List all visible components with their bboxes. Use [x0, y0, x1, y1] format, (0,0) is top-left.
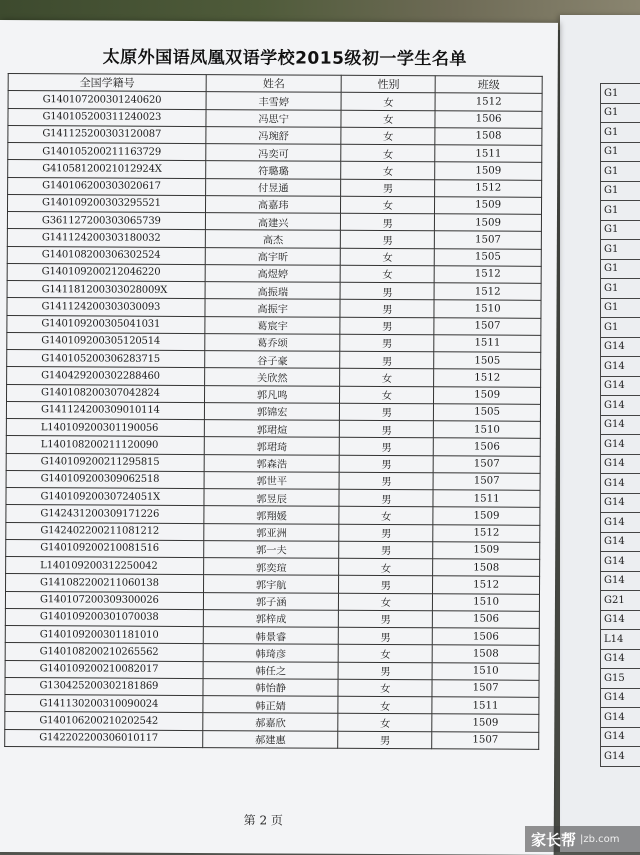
gender-cell: 男 [341, 179, 435, 197]
student-name-cell: 郭昱辰 [204, 489, 340, 507]
class-cell: 1509 [432, 714, 539, 732]
student-name-cell: 韩琦彦 [203, 644, 339, 662]
adjacent-id-fragment: G14 [601, 357, 640, 377]
adjacent-table-row [601, 396, 640, 416]
adjacent-table-row [601, 415, 640, 435]
student-name-cell: 高嘉玮 [205, 195, 341, 213]
gender-cell: 男 [341, 213, 435, 231]
class-cell: 1506 [433, 438, 540, 456]
class-cell: 1507 [435, 231, 542, 249]
student-name-cell: 郭森浩 [204, 454, 340, 472]
gender-cell: 男 [340, 420, 434, 438]
gender-cell: 女 [339, 645, 433, 663]
column-header-student-id: 全国学籍号 [8, 74, 206, 92]
class-cell: 1505 [434, 352, 541, 370]
student-name-cell: 郝建惠 [203, 730, 339, 748]
column-header-name: 姓名 [206, 75, 342, 93]
class-cell: 1511 [435, 145, 542, 163]
adjacent-table-row [601, 708, 640, 728]
site-watermark [525, 826, 640, 852]
gender-cell: 男 [341, 282, 435, 300]
student-name-cell: 郭世平 [204, 471, 340, 489]
class-cell: 1508 [435, 128, 542, 146]
class-cell: 1510 [434, 300, 541, 318]
adjacent-id-fragment: G1 [601, 259, 640, 279]
student-name-cell: 郭宇航 [203, 575, 339, 593]
class-cell: 1512 [435, 179, 542, 197]
adjacent-table-row [601, 84, 640, 104]
class-cell: 1505 [434, 404, 541, 422]
gender-cell: 男 [340, 455, 434, 473]
gender-cell: 女 [341, 196, 435, 214]
adjacent-id-fragment: G14 [601, 571, 640, 591]
adjacent-table-row [601, 298, 640, 318]
adjacent-table-row [601, 201, 640, 221]
student-name-cell: 高振宇 [205, 299, 341, 317]
gender-cell: 男 [339, 627, 433, 645]
gender-cell: 女 [341, 144, 435, 162]
gender-cell: 男 [339, 489, 433, 507]
class-cell: 1510 [433, 593, 540, 611]
student-id-cell: G140109200212046220 [7, 263, 205, 281]
adjacent-table-row [601, 162, 640, 182]
adjacent-table-row [601, 610, 640, 630]
gender-cell: 男 [340, 300, 434, 318]
student-name-cell: 冯琬舒 [206, 126, 342, 144]
adjacent-id-fragment: G1 [601, 318, 640, 338]
class-cell: 1508 [432, 645, 539, 663]
adjacent-id-fragment: G14 [601, 337, 640, 357]
table-row [5, 729, 539, 749]
adjacent-table-row [601, 376, 640, 396]
adjacent-id-fragment: G14 [601, 688, 640, 708]
adjacent-id-fragment: G1 [601, 201, 640, 221]
student-id-cell: L140109200312250042 [6, 557, 204, 575]
gender-cell: 男 [339, 610, 433, 628]
adjacent-id-fragment: G14 [601, 727, 640, 747]
gender-cell: 男 [341, 231, 435, 249]
adjacent-table-row [601, 357, 640, 377]
student-name-cell: 郭奕瑄 [203, 558, 339, 576]
adjacent-id-fragment: G14 [601, 649, 640, 669]
student-id-cell: G140109200301070038 [5, 608, 203, 626]
student-id-cell: G140105200306283715 [7, 350, 205, 368]
adjacent-id-fragment: G14 [601, 552, 640, 572]
class-cell: 1511 [433, 490, 540, 508]
student-name-cell: 韩怡静 [203, 678, 339, 696]
adjacent-table-row [601, 493, 640, 513]
adjacent-table-row [601, 181, 640, 201]
class-cell: 1507 [432, 680, 539, 698]
class-cell: 1507 [433, 455, 540, 473]
gender-cell: 女 [340, 369, 434, 387]
student-name-cell: 葛宸宇 [205, 316, 341, 334]
student-name-cell: 郭珺煊 [204, 420, 340, 438]
class-cell: 1512 [433, 524, 540, 542]
gender-cell: 男 [340, 438, 434, 456]
student-roster-table [4, 73, 543, 750]
class-cell: 1506 [433, 611, 540, 629]
student-id-cell: G141124200303030093 [7, 298, 205, 316]
student-name-cell: 冯奕可 [206, 144, 342, 162]
student-name-cell: 郭翔媛 [204, 506, 340, 524]
student-id-cell: G14010920030724051X [6, 488, 204, 506]
gender-cell: 女 [342, 93, 436, 111]
student-id-cell: G140107200309300026 [5, 591, 203, 609]
adjacent-table-row [601, 649, 640, 669]
class-cell: 1510 [432, 662, 539, 680]
student-id-cell: G140109200309062518 [6, 470, 204, 488]
gender-cell: 女 [341, 265, 435, 283]
student-id-cell: G141124200303180032 [7, 229, 205, 247]
adjacent-id-fragment: G14 [601, 396, 640, 416]
adjacent-id-fragment: G14 [601, 610, 640, 630]
student-name-cell: 冯思宁 [206, 109, 342, 127]
gender-cell: 女 [341, 110, 435, 128]
gender-cell: 女 [339, 507, 433, 525]
student-name-cell: 郭凡鸣 [204, 385, 340, 403]
adjacent-table-row [601, 123, 640, 143]
student-id-cell: G141181200303028009X [7, 281, 205, 299]
adjacent-id-fragment: G1 [601, 142, 640, 162]
adjacent-table-row [601, 474, 640, 494]
adjacent-id-fragment: G1 [601, 84, 640, 104]
adjacent-id-fragment: G14 [601, 474, 640, 494]
student-name-cell: 关欣然 [204, 368, 340, 386]
class-cell: 1506 [435, 110, 542, 128]
student-id-cell: G141125200303120087 [8, 125, 206, 143]
gender-cell: 男 [340, 351, 434, 369]
watermark-logo: 家长帮 [531, 829, 576, 850]
page-number: 第 2 页 [0, 810, 531, 830]
student-id-cell: G140109200305120514 [7, 332, 205, 350]
student-name-cell: 高宇昕 [205, 247, 341, 265]
student-name-cell: 付昱通 [205, 178, 341, 196]
class-cell: 1511 [432, 697, 539, 715]
gender-cell: 男 [340, 472, 434, 490]
adjacent-id-fragment: G1 [601, 103, 640, 123]
adjacent-id-fragment: G14 [601, 513, 640, 533]
document-title: 太原外国语凤凰双语学校2015级初一学生名单 [75, 42, 495, 69]
class-cell: 1509 [435, 197, 542, 215]
student-id-cell: G140109200301181010 [5, 626, 203, 644]
gender-cell: 女 [341, 248, 435, 266]
adjacent-table-row [601, 240, 640, 260]
class-cell: 1510 [434, 421, 541, 439]
student-name-cell: 韩景睿 [203, 627, 339, 645]
student-name-cell: 郝嘉欣 [203, 713, 339, 731]
student-id-cell: G410581200210129​24X [8, 160, 206, 178]
adjacent-table-row [601, 103, 640, 123]
gender-cell: 女 [339, 558, 433, 576]
roster-sheet [0, 20, 558, 855]
student-id-cell: G140108200307042824 [7, 384, 205, 402]
student-id-cell: G140109200210082017 [5, 660, 203, 678]
adjacent-table-row [601, 630, 640, 650]
student-name-cell: 郭子涵 [203, 592, 339, 610]
adjacent-id-fragment: G14 [601, 435, 640, 455]
adjacent-id-fragment: G14 [601, 532, 640, 552]
student-name-cell: 郭亚洲 [204, 523, 340, 541]
student-name-cell: 郭锦宏 [204, 402, 340, 420]
adjacent-table-row [601, 337, 640, 357]
class-cell: 1505 [434, 248, 541, 266]
class-cell: 1511 [434, 335, 541, 353]
student-name-cell: 韩正婧 [203, 696, 339, 714]
adjacent-id-fragment: G1 [601, 181, 640, 201]
adjacent-table-row [601, 142, 640, 162]
class-cell: 1509 [433, 542, 540, 560]
adjacent-id-fragment: G14 [601, 454, 640, 474]
gender-cell: 男 [339, 662, 433, 680]
student-name-cell: 高煜婷 [205, 264, 341, 282]
watermark-domain: |zb.com [580, 834, 620, 845]
adjacent-table-row [601, 669, 640, 689]
student-name-cell: 谷子豪 [205, 351, 341, 369]
adjacent-id-fragment: G14 [601, 493, 640, 513]
student-name-cell: 韩任之 [203, 661, 339, 679]
student-id-cell: G130425200302181869 [5, 677, 203, 695]
adjacent-id-fragment: G1 [601, 162, 640, 182]
class-cell: 1507 [434, 317, 541, 335]
student-name-cell: 高振瑞 [205, 282, 341, 300]
gender-cell: 男 [340, 317, 434, 335]
student-id-cell: G140105200311240023 [8, 108, 206, 126]
adjacent-table-row [601, 747, 640, 767]
student-id-cell: G140109200211295815 [6, 453, 204, 471]
class-cell: 1507 [432, 731, 539, 749]
adjacent-table-row [601, 513, 640, 533]
adjacent-table-row [601, 571, 640, 591]
class-cell: 1512 [433, 576, 540, 594]
student-id-cell: G142431200309171226 [6, 505, 204, 523]
adjacent-table-row [601, 591, 640, 611]
student-id-cell: G140429200302288460 [7, 367, 205, 385]
student-id-cell: G141124200309010114 [6, 401, 204, 419]
adjacent-id-fragment: G14 [601, 708, 640, 728]
class-cell: 1507 [433, 473, 540, 491]
student-name-cell: 葛乔颂 [205, 333, 341, 351]
gender-cell: 女 [340, 386, 434, 404]
adjacent-sheet-table [600, 83, 640, 767]
class-cell: 1509 [435, 162, 542, 180]
student-id-cell: G141130200310090024 [5, 695, 203, 713]
student-id-cell: G141082200211060138 [6, 574, 204, 592]
adjacent-table-row [601, 435, 640, 455]
student-id-cell: G140106200210202542 [5, 712, 203, 730]
class-cell: 1509 [434, 386, 541, 404]
gender-cell: 男 [340, 334, 434, 352]
student-id-cell: G142202200306010117 [5, 729, 203, 747]
adjacent-id-fragment: G1 [601, 279, 640, 299]
adjacent-id-fragment: G1 [601, 240, 640, 260]
gender-cell: 男 [339, 524, 433, 542]
student-id-cell: L140108200211120090 [6, 436, 204, 454]
student-name-cell: 丰雪婷 [206, 92, 342, 110]
student-id-cell: L140109200301190056 [6, 419, 204, 437]
adjacent-id-fragment: G15 [601, 669, 640, 689]
adjacent-id-fragment: L14 [601, 630, 640, 650]
gender-cell: 男 [338, 731, 432, 749]
table-header-row [8, 74, 542, 94]
student-name-cell: 高杰 [205, 230, 341, 248]
column-header-gender: 性别 [342, 75, 436, 93]
gender-cell: 女 [338, 679, 432, 697]
adjacent-id-fragment: G1 [601, 220, 640, 240]
adjacent-table-row [601, 279, 640, 299]
class-cell: 1506 [432, 628, 539, 646]
adjacent-id-fragment: G14 [601, 376, 640, 396]
student-id-cell: G140107200301240620 [8, 91, 206, 109]
student-id-cell: G140105200211163729 [8, 143, 206, 161]
gender-cell: 女 [339, 593, 433, 611]
student-name-cell: 高建兴 [205, 213, 341, 231]
student-id-cell: G361127200303065739 [7, 212, 205, 230]
adjacent-table-row [601, 727, 640, 747]
student-id-cell: G140109200210081516 [6, 539, 204, 557]
class-cell: 1509 [433, 507, 540, 525]
student-id-cell: G140109200305041031 [7, 315, 205, 333]
class-cell: 1509 [435, 214, 542, 232]
student-name-cell: 郭梓成 [203, 609, 339, 627]
student-id-cell: G140109200303295521 [7, 194, 205, 212]
student-name-cell: 符璐璐 [206, 161, 342, 179]
student-id-cell: G140106200303020617 [8, 177, 206, 195]
class-cell: 1512 [434, 283, 541, 301]
adjacent-id-fragment: G14 [601, 415, 640, 435]
gender-cell: 男 [340, 403, 434, 421]
class-cell: 1508 [433, 559, 540, 577]
gender-cell: 男 [339, 576, 433, 594]
student-name-cell: 郭一夫 [204, 540, 340, 558]
adjacent-table-row [601, 259, 640, 279]
adjacent-table-row [601, 318, 640, 338]
student-id-cell: G142402200211081212 [6, 522, 204, 540]
column-header-class: 班级 [435, 76, 542, 94]
adjacent-id-fragment: G21 [601, 591, 640, 611]
adjacent-table-row [601, 688, 640, 708]
adjacent-id-fragment: G1 [601, 123, 640, 143]
adjacent-table-row [601, 454, 640, 474]
adjacent-id-fragment: G14 [601, 747, 640, 767]
class-cell: 1512 [434, 369, 541, 387]
class-cell: 1512 [434, 266, 541, 284]
adjacent-table-row [601, 552, 640, 572]
gender-cell: 女 [341, 127, 435, 145]
class-cell: 1512 [435, 93, 542, 111]
gender-cell: 男 [339, 541, 433, 559]
adjacent-table-row [601, 532, 640, 552]
gender-cell: 女 [338, 696, 432, 714]
adjacent-sheet [560, 15, 640, 852]
adjacent-table-row [601, 220, 640, 240]
adjacent-id-fragment: G1 [601, 298, 640, 318]
gender-cell: 女 [338, 714, 432, 732]
gender-cell: 女 [341, 162, 435, 180]
student-id-cell: G140108200306302524 [7, 246, 205, 264]
student-id-cell: G140108200210265562 [5, 643, 203, 661]
student-name-cell: 郭珺琦 [204, 437, 340, 455]
